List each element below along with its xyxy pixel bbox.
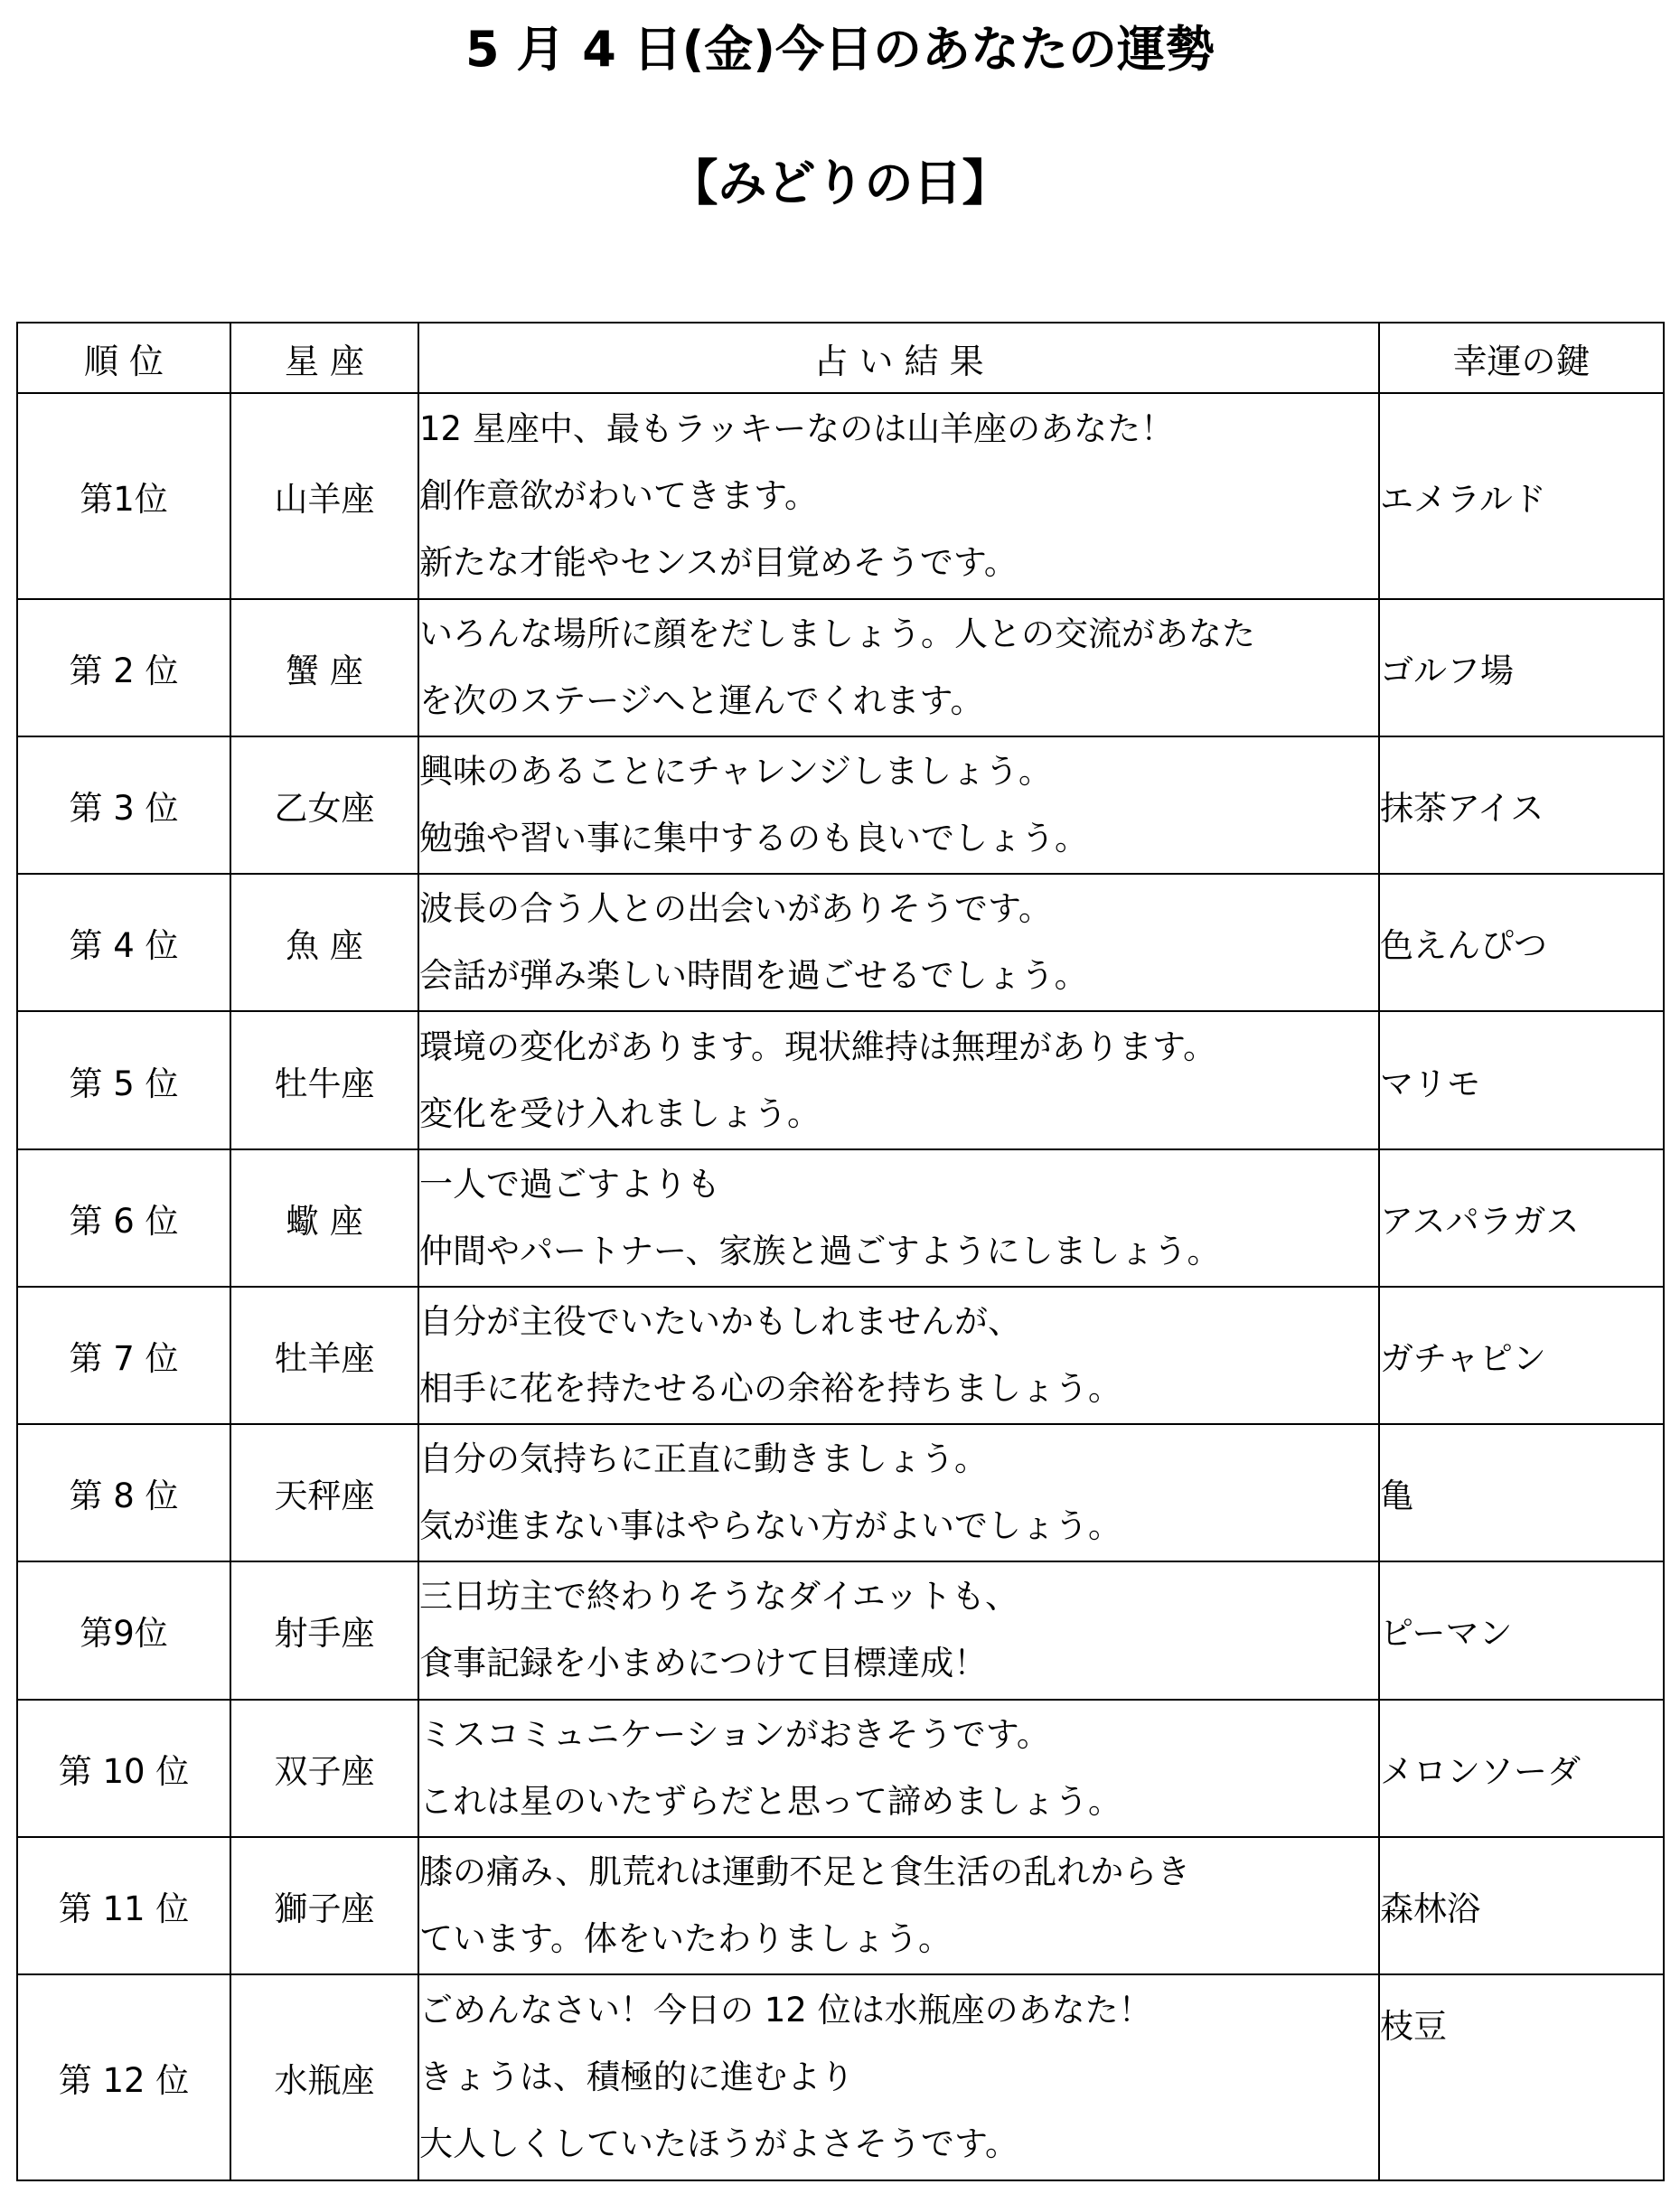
result-line: 環境の変化があります。現状維持は無理があります。 [419, 1027, 1217, 1066]
result-line: 12 星座中、最もラッキーなのは山羊座のあなた！ [419, 408, 1175, 448]
result-cell [418, 1424, 1379, 1561]
lucky-key-cell: 森林浴 [1379, 1837, 1664, 1974]
sign-cell: 水瓶座 [230, 1974, 418, 2180]
result-line: 仲間やパートナー、家族と過ごすようにしましょう。 [419, 1231, 1221, 1270]
result-line: を次のステージへと運んでくれます。 [419, 680, 984, 720]
page-title: 5 月 4 日(金)今日のあなたの運勢 [465, 21, 1215, 78]
sign-cell: 牡牛座 [230, 1011, 418, 1148]
rank-cell: 第 5 位 [17, 1011, 230, 1148]
result-cell [418, 393, 1379, 599]
result-line: 会話が弾み楽しい時間を過ごせるでしょう。 [419, 956, 1088, 996]
table-row [17, 736, 1664, 874]
result-line: これは星のいたずらだと思って諦めましょう。 [419, 1781, 1122, 1821]
result-cell [418, 1561, 1379, 1699]
result-line: 変化を受け入れましょう。 [419, 1093, 821, 1133]
rank-cell: 第 12 位 [17, 1974, 230, 2180]
result-cell [418, 1011, 1379, 1148]
result-line: 気が進まない事はやらない方がよいでしょう。 [419, 1506, 1122, 1546]
lucky-key-cell: エメラルド [1379, 393, 1664, 599]
rank-cell: 第 11 位 [17, 1837, 230, 1974]
table-row [17, 1561, 1664, 1699]
result-cell [418, 736, 1379, 874]
sign-cell: 牡羊座 [230, 1287, 418, 1424]
result-line: きょうは、積極的に進むより [419, 2058, 854, 2096]
table-row [17, 1149, 1664, 1287]
rank-cell: 第 7 位 [17, 1287, 230, 1424]
result-line: 新たな才能やセンスが目覚めそうです。 [419, 542, 1018, 582]
sign-cell: 獅子座 [230, 1837, 418, 1974]
result-cell [418, 1287, 1379, 1424]
rank-cell: 第 6 位 [17, 1149, 230, 1287]
rank-cell: 第9位 [17, 1561, 230, 1699]
result-cell [418, 1974, 1379, 2180]
lucky-key-cell: 亀 [1379, 1424, 1664, 1561]
result-line: 三日坊主で終わりそうなダイエットも、 [419, 1577, 1019, 1617]
result-line: 食事記録を小まめにつけて目標達成！ [419, 1644, 988, 1683]
table-row [17, 1424, 1664, 1561]
lucky-key-cell: アスパラガス [1379, 1149, 1664, 1287]
result-line: 自分の気持ちに正直に動きましょう。 [419, 1439, 988, 1479]
lucky-key-cell: 抹茶アイス [1379, 736, 1664, 874]
page-subtitle: 【みどりの日】 [669, 155, 1011, 211]
rank-cell: 第 3 位 [17, 736, 230, 874]
result-line: 相手に花を持たせる心の余裕を持ちましょう。 [419, 1369, 1122, 1409]
result-cell [418, 599, 1379, 736]
result-cell [418, 1149, 1379, 1287]
rank-cell: 第 10 位 [17, 1700, 230, 1837]
fortune-table [16, 322, 1665, 2181]
rank-cell: 第 4 位 [17, 874, 230, 1011]
rank-cell: 第 8 位 [17, 1424, 230, 1561]
result-line: 膝の痛み、肌荒れは運動不足と食生活の乱れからき [419, 1851, 1191, 1891]
table-row [17, 1974, 1664, 2180]
table-row [17, 1011, 1664, 1148]
result-cell [418, 874, 1379, 1011]
sign-cell: 蠍 座 [230, 1149, 418, 1287]
result-line: 自分が主役でいたいかもしれませんが、 [419, 1302, 1021, 1342]
sign-cell: 天秤座 [230, 1424, 418, 1561]
sign-cell: 山羊座 [230, 393, 418, 599]
sign-cell: 蟹 座 [230, 599, 418, 736]
sign-cell: 乙女座 [230, 736, 418, 874]
result-line: 波長の合う人との出会いがありそうです。 [419, 889, 1053, 929]
table-row [17, 1837, 1664, 1974]
table-row [17, 599, 1664, 736]
result-line: 創作意欲がわいてきます。 [419, 475, 819, 515]
rank-cell: 第 2 位 [17, 599, 230, 736]
rank-cell: 第1位 [17, 393, 230, 599]
result-cell [418, 1837, 1379, 1974]
result-cell [418, 1700, 1379, 1837]
header-sign: 星 座 [230, 323, 418, 393]
table-row [17, 1700, 1664, 1837]
lucky-key-cell: ガチャピン [1379, 1287, 1664, 1424]
lucky-key-cell: メロンソーダ [1379, 1700, 1664, 1837]
result-line: いろんな場所に顔をだしましょう。人との交流があなた [419, 614, 1255, 653]
result-line: 勉強や習い事に集中するのも良いでしょう。 [419, 819, 1088, 858]
lucky-key-cell: 色えんぴつ [1379, 874, 1664, 1011]
result-line: 興味のあることにチャレンジしましょう。 [419, 752, 1053, 792]
sign-cell: 射手座 [230, 1561, 418, 1699]
header-result: 占 い 結 果 [418, 323, 1379, 393]
result-line: ミスコミュニケーションがおきそうです。 [419, 1714, 1050, 1754]
sign-cell: 双子座 [230, 1700, 418, 1837]
lucky-key-cell: 枝豆 [1379, 1974, 1664, 2180]
table-row [17, 393, 1664, 599]
result-line: 一人で過ごすよりも [419, 1164, 720, 1204]
result-line: 大人しくしていたほうがよさそうです。 [419, 2124, 1019, 2163]
table-header-row [17, 323, 1664, 393]
table-body [17, 393, 1664, 2180]
header-key: 幸運の鍵 [1379, 323, 1664, 393]
lucky-key-cell: ゴルフ場 [1379, 599, 1664, 736]
table-row [17, 1287, 1664, 1424]
header-rank: 順 位 [17, 323, 230, 393]
result-line: ています。体をいたわりましょう。 [419, 1918, 953, 1958]
sign-cell: 魚 座 [230, 874, 418, 1011]
lucky-key-cell: マリモ [1379, 1011, 1664, 1148]
result-line: ごめんなさい！今日の 12 位は水瓶座のあなた！ [419, 1991, 1152, 2030]
table-row [17, 874, 1664, 1011]
lucky-key-cell: ピーマン [1379, 1561, 1664, 1699]
